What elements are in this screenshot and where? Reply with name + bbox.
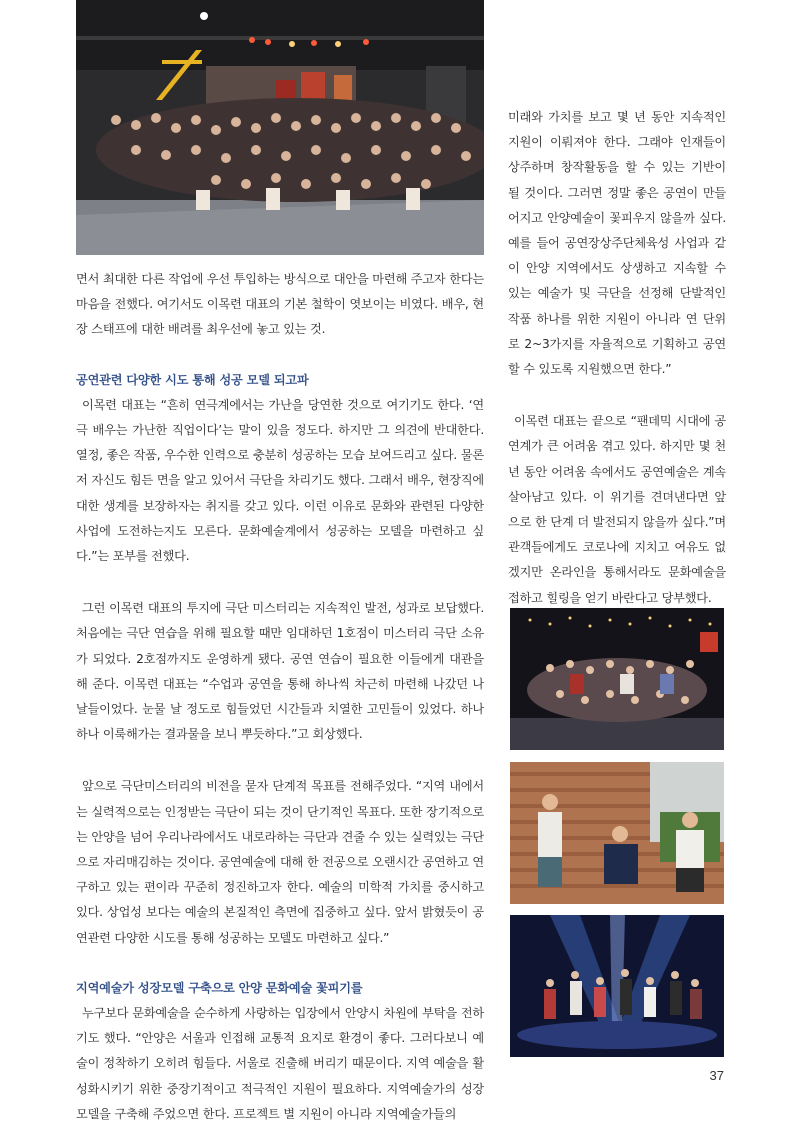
right-paragraph-1: 미래와 가치를 보고 몇 년 동안 지속적인 지원이 이뤄져야 한다. 그래야 인재들이 상주하며 창작활동을 할 수 있는 기반이 될 것이다. 그러면 정말 좋은 공연이 만들어지고 안양예술이 꽃피우지 않을까 싶다. 예를 들어 공연장상주단체육성 사업과 같이 안양 지역에서도 상생하고 지속할 수 있는 예술가 및 극단을 선정해 단발적인 작품 하나를 위한 지원이 아니라 연 단위로 2~3가지를 자율적으로 기획하고 공연할 수 있도록 지원했으면 한다.” bbox=[508, 110, 726, 377]
section-heading-1: 공연관련 다양한 시도 통해 성공 모델 되고파 bbox=[76, 372, 309, 387]
left-paragraph-3: 그런 이목련 대표의 투지에 극단 미스터리는 지속적인 발전, 성과로 보답했다. 처음에는 극단 연습을 위해 필요할 때만 임대하던 1호점이 미스터리 극단 소유가 되었다. 2호점까지도 운영하게 됐다. 공연 연습이 필요한 이들에게 대관을 해 준다. 이목련 대표는 “수업과 공연을 통해 하나씩 차근히 마련해 나갔던 나날들이었다. 눈물 날 정도로 힘들었던 시간들과 치열한 고민들이 있었다. 하나하나 이룩해가는 결과물을 보니 뿌듯하다.”고 회상했다. bbox=[76, 601, 484, 742]
group-photo-theater bbox=[76, 0, 484, 255]
left-paragraph-1: 면서 최대한 다른 작업에 우선 투입하는 방식으로 대안을 마련해 주고자 한다는 마음을 전했다. 여기서도 이목련 대표의 기본 철학이 엿보이는 비였다. 배우, 현장 스태프에 대한 배려를 최우선에 놓고 있는 것. bbox=[76, 272, 484, 337]
stage-performance-photo bbox=[510, 915, 724, 1057]
cast-group-photo-stage bbox=[510, 608, 724, 750]
left-paragraph-4: 앞으로 극단미스터리의 비전을 묻자 단계적 목표를 전해주었다. “지역 내에서는 실력적으로는 인정받는 극단이 되는 것이 단기적인 목표다. 또한 장기적으로는 안양을 넘어 우리나라에서도 내로라하는 극단과 견줄 수 있는 실력있는 극단으로 자리매김하는 것이다. 공연예술에 대해 한 전공으로 오랜시간 공연하고 연구하고 있는 편이라 꾸준히 정진하고자 한다. 예술의 미학적 가치를 중시하고 있다. 상업성 보다는 예술의 본질적인 측면에 집중하고 싶다. 앞서 밝혔듯이 공연관련 다양한 시도를 통해 성공하는 모델도 마련하고 싶다.” bbox=[76, 779, 484, 945]
right-text-column bbox=[508, 105, 726, 611]
right-paragraph-2: 이목련 대표는 끝으로 “팬데믹 시대에 공연계가 큰 어려움 겪고 있다. 하지만 몇 천 년 동안 어려움 속에서도 공연예술은 계속 살아남고 있다. 이 위기를 견뎌낸다면 앞으로 한 단계 더 발전되지 않을까 싶다.”며 관객들에게도 코로나에 지치고 여유도 없겠지만 온라인을 통해서라도 문화예술을 접하고 힐링을 얻기 바란다고 당부했다. bbox=[508, 414, 726, 605]
section-heading-2: 지역예술가 성장모델 구축으로 안양 문화예술 꽃피기를 bbox=[76, 980, 363, 995]
left-paragraph-5: 누구보다 문화예술을 순수하게 사랑하는 입장에서 안양시 차원에 부탁을 전하기도 했다. “안양은 서울과 인접해 교통적 요지로 환경이 좋다. 그러다보니 예술이 정착하기 오히려 힘들다. 서울로 진출해 버리기 때문이다. 지역 예술을 활성화시키기 위한 중장기적이고 적극적인 지원이 필요하다. 지역예술가의 성장모델을 구축해 주었으면 한다. 프로젝트 별 지원이 아니라 지역예술가들의 bbox=[76, 1006, 484, 1121]
page-number: 37 bbox=[709, 1068, 724, 1083]
left-text-column bbox=[76, 267, 484, 1127]
performers-dance-photo bbox=[510, 762, 724, 904]
left-paragraph-2: 이목련 대표는 “흔히 연극계에서는 가난을 당연한 것으로 여기기도 한다. ‘연극 배우는 가난한 직업이다’는 말이 있을 정도다. 하지만 그 의견에 반대한다. 열정, 좋은 작품, 우수한 인력으로 충분히 성공하는 모습 보여드리고 싶다. 물론 저 자신도 힘든 면을 알고 있어서 극단을 차리기도 했다. 그래서 배우, 현장직에 대한 생계를 보장하자는 취지를 갖고 있다. 이런 이유로 문화와 관련된 다양한 사업에 도전하는지도 모른다. 문화예술계에서 성공하는 모델을 마련하고 싶다.”는 포부를 전했다. bbox=[76, 397, 484, 564]
